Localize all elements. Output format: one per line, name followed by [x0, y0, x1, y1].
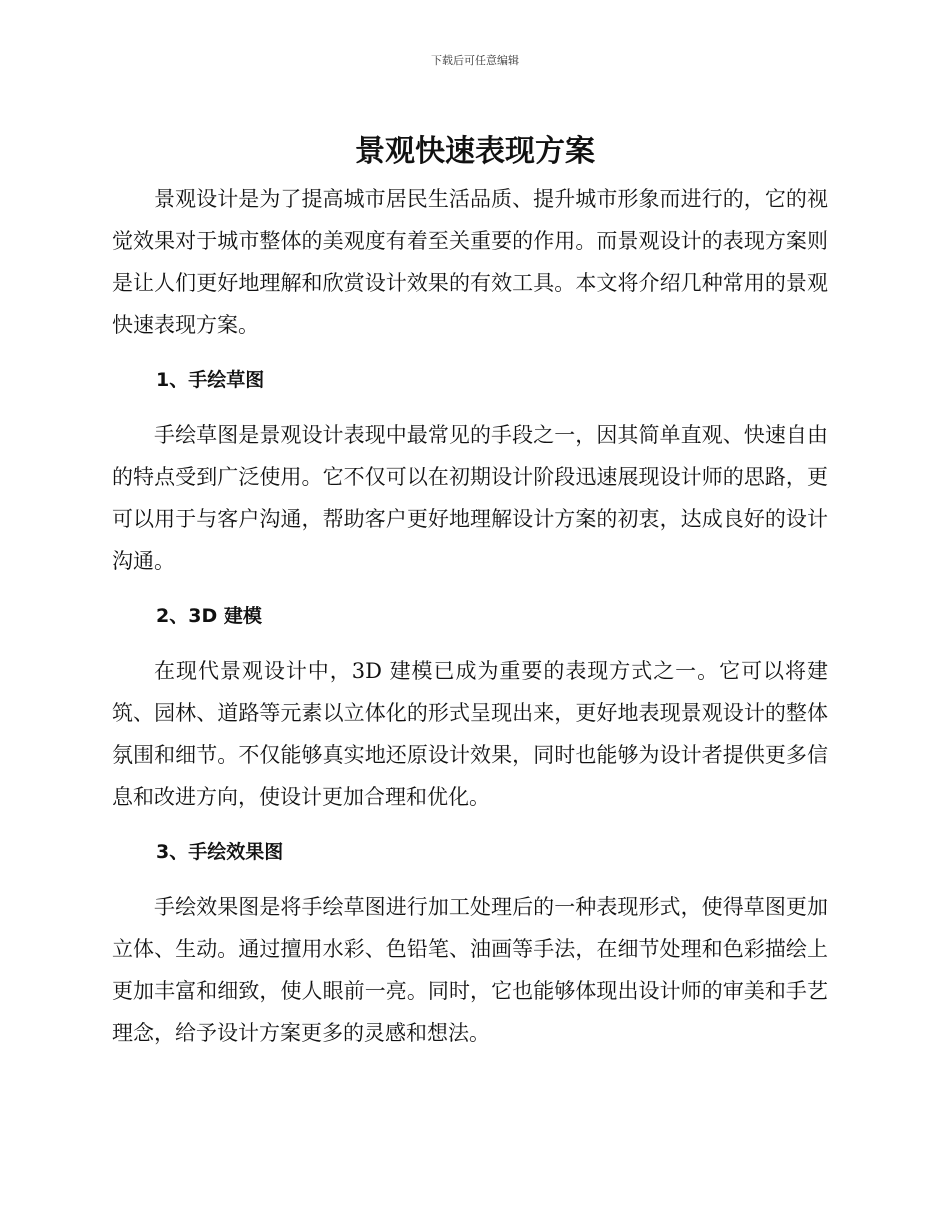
section-heading-hand-rendering: 3、手绘效果图	[156, 841, 284, 863]
intro-paragraph: 景观设计是为了提高城市居民生活品质、提升城市形象而进行的，它的视觉效果对于城市整体的美观度有着至关重要的作用。而景观设计的表现方案则是让人们更好地理解和欣赏设计效果的有效工具。本文将介绍几种常用的景观快速表现方案。	[112, 187, 828, 337]
section-body-hand-sketch: 手绘草图是景观设计表现中最常见的手段之一，因其简单直观、快速自由的特点受到广泛使用。它不仅可以在初期设计阶段迅速展现设计师的思路，更可以用于与客户沟通，帮助客户更好地理解设计方案的初衷，达成良好的设计沟通。	[112, 423, 828, 573]
section-body-3d-modeling: 在现代景观设计中，3D 建模已成为重要的表现方式之一。它可以将建筑、园林、道路等元素以立体化的形式呈现出来，更好地表现景观设计的整体氛围和细节。不仅能够真实地还原设计效果，同时也能够为设计者提供更多信息和改进方向，使设计更加合理和优化。	[112, 659, 828, 809]
section-body-hand-rendering: 手绘效果图是将手绘草图进行加工处理后的一种表现形式，使得草图更加立体、生动。通过擅用水彩、色铅笔、油画等手法，在细节处理和色彩描绘上更加丰富和细致，使人眼前一亮。同时，它也能够体现出设计师的审美和手艺理念，给予设计方案更多的灵感和想法。	[112, 895, 828, 1045]
section-heading-3d-modeling: 2、3D 建模	[156, 605, 262, 627]
section-heading-hand-sketch: 1、手绘草图	[156, 369, 265, 391]
document-title: 景观快速表现方案	[355, 134, 595, 169]
page-header: 下载后可任意编辑	[431, 54, 519, 67]
document-body	[112, 178, 828, 1054]
